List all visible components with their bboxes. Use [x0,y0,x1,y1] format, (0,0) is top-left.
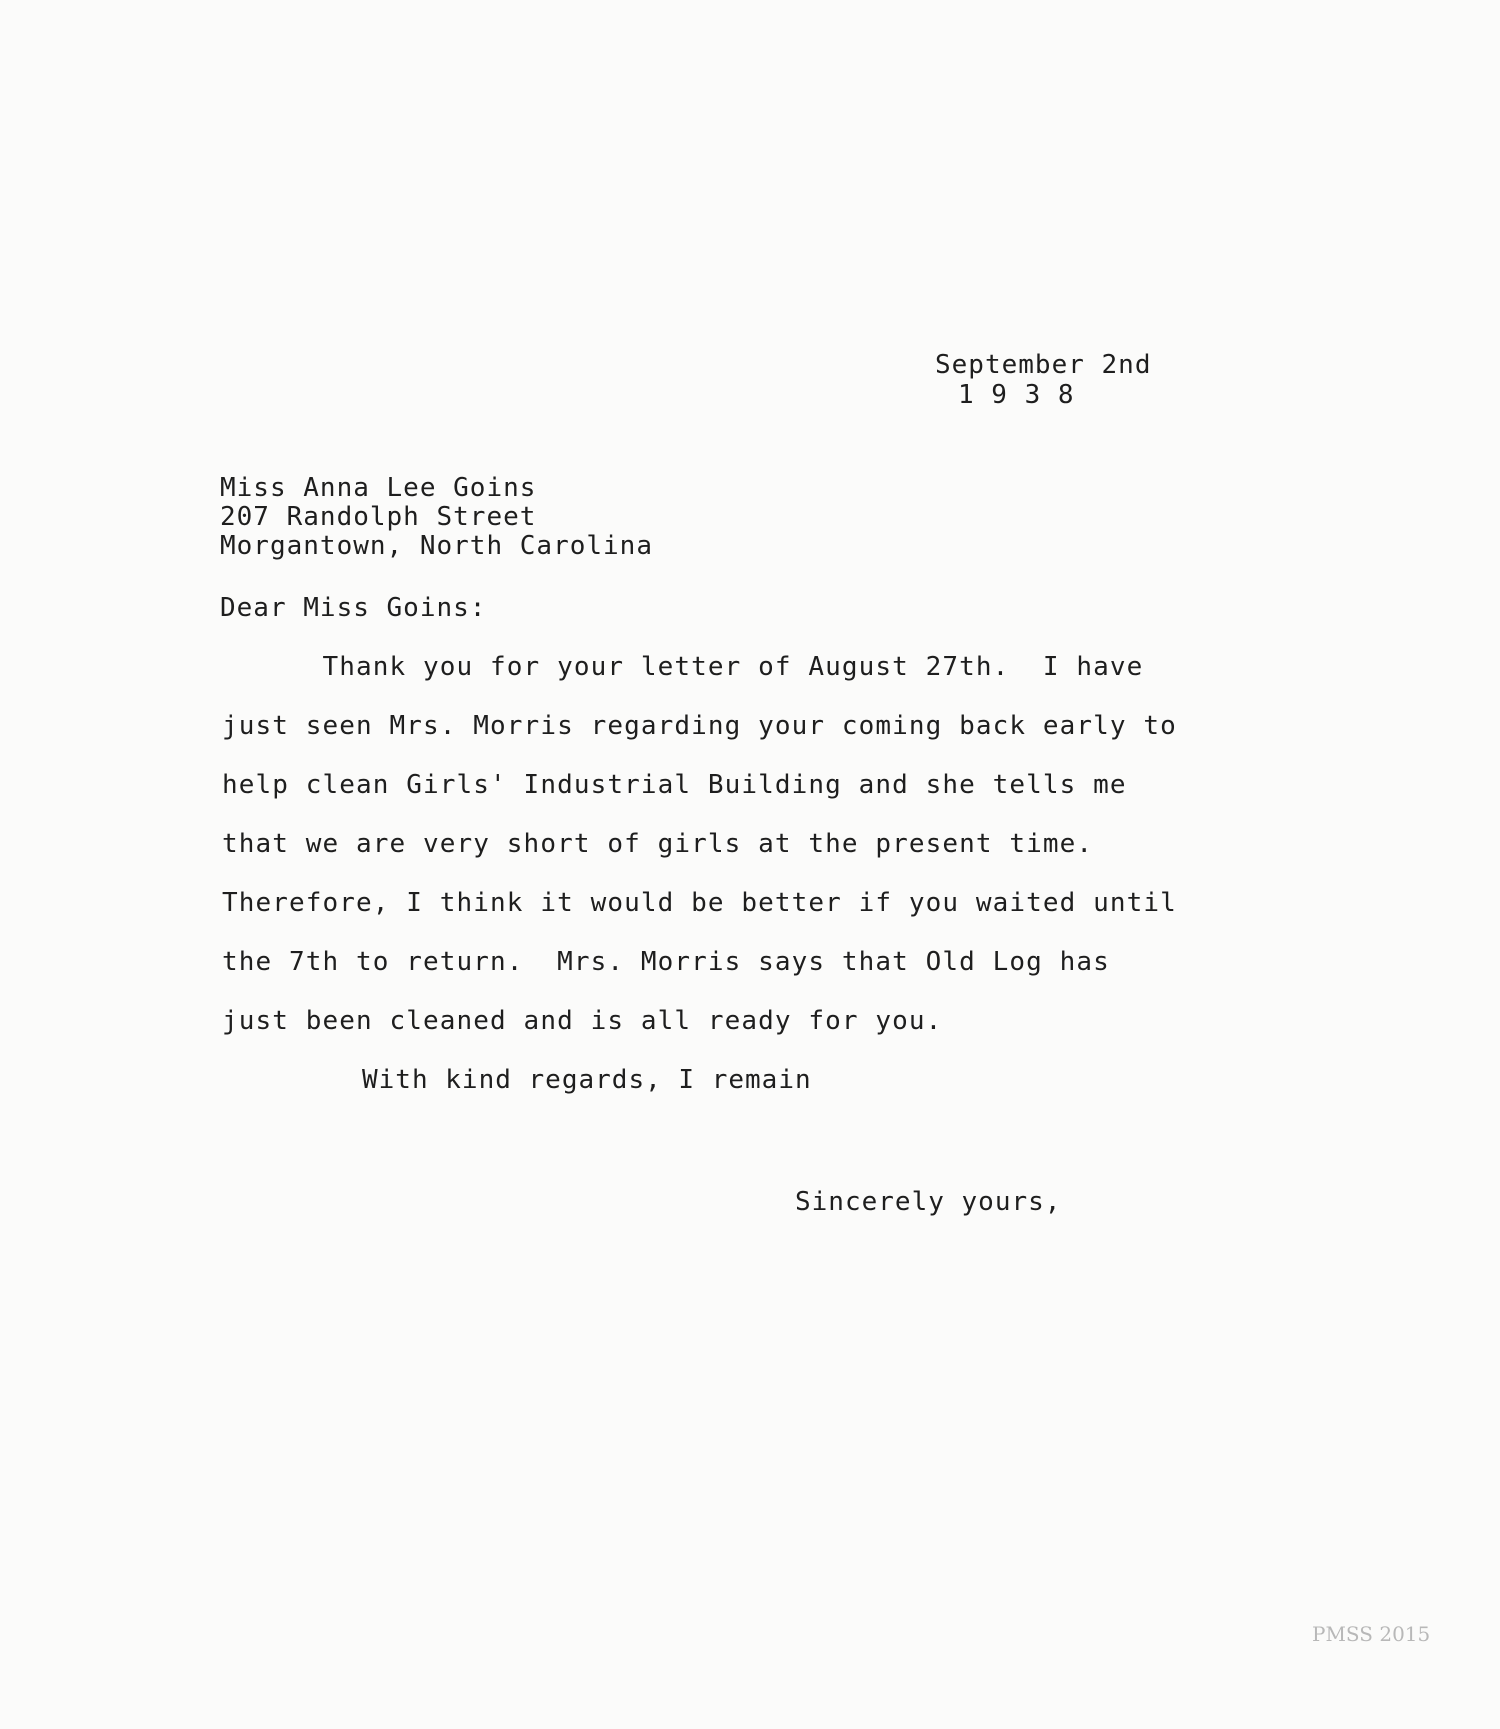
body-line: Therefore, I think it would be better if you waited until [222,888,1177,918]
signoff: Sincerely yours, [795,1187,1062,1217]
recipient-street: 207 Randolph Street [220,502,537,532]
letter-year: 1 9 3 8 [958,380,1075,410]
closing-line: With kind regards, I remain [362,1065,812,1095]
body-line: just seen Mrs. Morris regarding your coming back early to [222,711,1177,741]
salutation: Dear Miss Goins: [220,593,487,623]
letter-date: September 2nd [935,350,1152,380]
recipient-city: Morgantown, North Carolina [220,531,653,561]
body-line: the 7th to return. Mrs. Morris says that Old Log has [222,947,1110,977]
body-line: Thank you for your letter of August 27th. I have [222,652,1144,682]
body-line: just been cleaned and is all ready for you. [222,1006,943,1036]
body-line: help clean Girls' Industrial Building and she tells me [222,770,1127,800]
archive-watermark: PMSS 2015 [1312,1622,1431,1646]
recipient-name: Miss Anna Lee Goins [220,473,537,503]
body-line: that we are very short of girls at the present time. [222,829,1094,859]
